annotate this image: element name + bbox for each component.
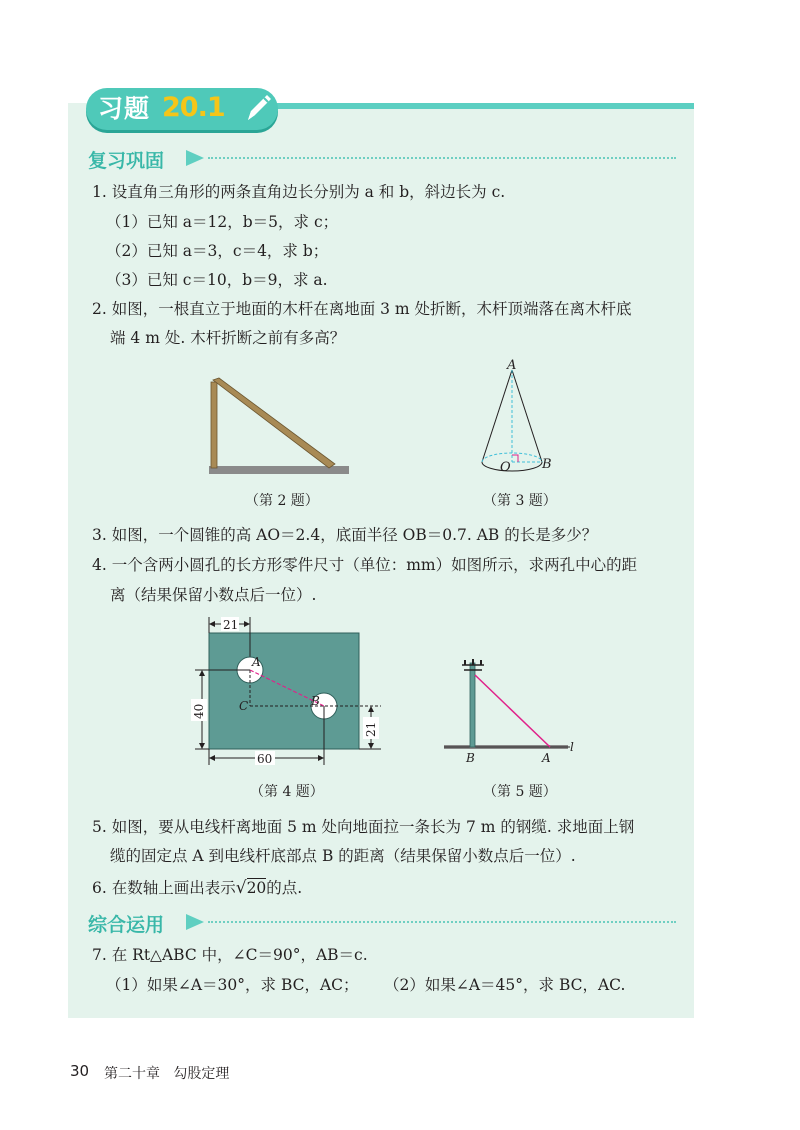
question-1-part-3: （3）已知 c＝10，b＝9，求 a. [106,271,328,289]
chapter-title: 勾股定理 [173,1066,230,1082]
question-3: 3. 如图，一个圆锥的高 AO＝2.4，底面半径 OB＝0.7. AB 的长是多少？ [92,526,598,544]
exercise-number: 20.1 [162,92,225,123]
question-4-line-2: 离（结果保留小数点后一位）. [110,586,317,604]
dim-21-right: 21 [364,721,378,737]
question-6-prefix: 6. 在数轴上画出表示 [92,879,236,897]
question-1-part-2: （2）已知 a＝3，c＝4，求 b； [106,242,329,260]
question-1-part-1: （1）已知 a＝12，b＝5，求 c； [106,213,339,231]
cable [475,675,550,747]
question-7: 7. 在 Rt△ABC 中，∠C＝90°，AB＝c. [92,946,368,964]
pole-standing [211,382,217,468]
label-B: B [311,694,320,708]
pencil-icon [240,92,274,126]
question-5-line-2: 缆的固定点 A 到电线杆底部点 B 的距离（结果保留小数点后一位）. [110,847,576,865]
chapter-footer [104,1063,229,1083]
question-1: 1. 设直角三角形的两条直角边长分别为 a 和 b，斜边长为 c. [92,183,506,201]
question-5-line-1: 5. 如图，要从电线杆离地面 5 m 处向地面拉一条长为 7 m 的钢缆. 求地面上钢 [92,818,635,836]
caption-fig-4: （第 4 题） [250,784,324,800]
label-B: B [466,751,475,765]
section-title-review: 复习巩固 [88,150,165,172]
question-2-line-2: 端 4 m 处. 木杆折断之前有多高？ [110,329,346,347]
label-A: A [252,655,261,669]
figure-3-cone [470,358,570,480]
question-6 [92,877,302,899]
figure-2-broken-pole [205,372,355,482]
question-7-part-2: （2）如果∠A＝45°，求 BC，AC. [384,976,626,994]
question-2-line-1: 2. 如图，一根直立于地面的木杆在离地面 3 m 处折断，木杆顶端落在离木杆底 [92,300,632,318]
section-divider [208,157,676,159]
question-4-line-1: 4. 一个含两小圆孔的长方形零件尺寸（单位：mm）如图所示，求两孔中心的距 [92,556,638,574]
figure-5-utility-pole [440,655,590,767]
section-divider [208,921,676,923]
dim-60: 60 [257,752,273,766]
figure-4-part [185,615,385,775]
chapter-label: 第二十章 [104,1066,160,1082]
label-A: A [542,751,551,765]
section-title-apply: 综合运用 [88,914,165,936]
question-7-part-1: （1）如果∠A＝30°，求 BC，AC； [106,976,359,994]
header-rule [270,103,694,109]
label-l: l [570,740,574,754]
exercise-title: 习题 [98,94,151,123]
question-6-radicand: 20 [246,879,267,897]
pole [470,663,475,747]
label-B: B [542,457,552,472]
page-number: 30 [70,1062,90,1080]
label-C: C [239,699,249,713]
label-A: A [507,358,517,373]
caption-fig-3: （第 3 题） [483,493,557,509]
dim-21-top: 21 [223,618,239,632]
caption-fig-2: （第 2 题） [245,493,319,509]
question-6-suffix: 的点. [266,879,303,897]
part-body [209,633,359,749]
dim-40: 40 [192,703,206,719]
section-arrow-icon [184,149,206,167]
label-O: O [500,460,511,475]
pole-fallen [213,378,335,468]
sqrt-symbol: √ [235,878,247,898]
caption-fig-5: （第 5 题） [483,784,557,800]
section-arrow-icon [184,913,206,931]
